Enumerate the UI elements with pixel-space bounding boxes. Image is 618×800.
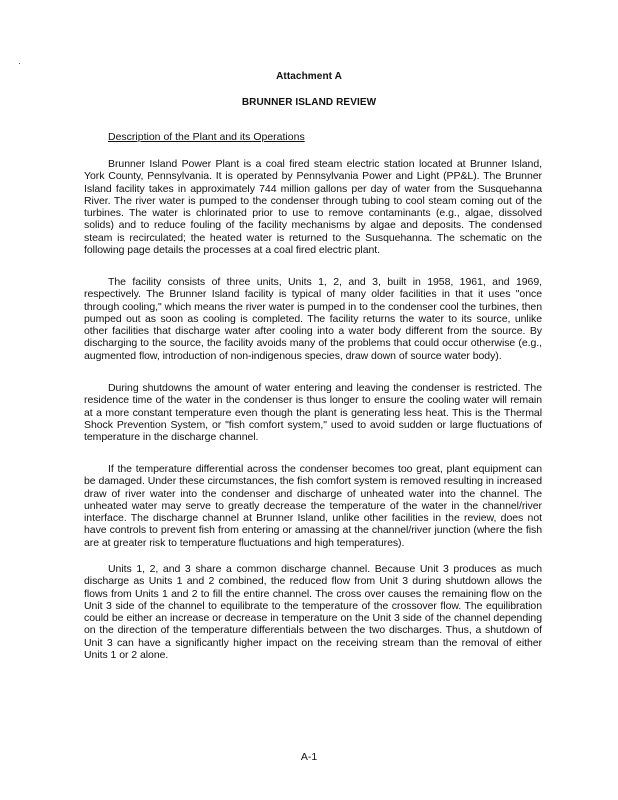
paragraph-plant-overview: Brunner Island Power Plant is a coal fired steam electric station located at Brunner Island, York County, Pennsylvania. It is operated by Pennsylvania Power and Light (PP&L). The Brunner Island facility takes in approximately 744 million gallons per day of water from the Susquehanna River. The river water is pumped to the condenser through tubing to cool steam coming out of the turbines. The water is chlorinated prior to use to remove contaminants (e.g., algae, dissolved solids) and to reduce fouling of the facility mechanisms by algae and deposits. The condensed steam is recirculated; the heated water is returned to the Susquehanna. The schematic on the following page details the processes at a coal fired electric plant. xyxy=(84,158,542,257)
paragraph-shutdowns: During shutdowns the amount of water entering and leaving the condenser is restricted. The residence time of the water in the condenser is thus longer to ensure the cooling water will remain at a more constant temperature even though the plant is generating less heat. This is the Thermal Shock Prevention System, or "fish comfort system," used to avoid sudden or large fluctuations of temperature in the discharge channel. xyxy=(84,382,542,444)
paragraph-facility-units: The facility consists of three units, Units 1, 2, and 3, built in 1958, 1961, and 1969, respectively. The Brunner Island facility is typical of many older facilities in that it uses "once through cooling," which means the river water is pumped in to the condenser cool the turbines, then pumped out as soon as cooling is completed. The facility returns the water to its source, unlike other facilities that discharge water after cooling into a water body different from the source. By discharging to the source, the facility avoids many of the problems that could occur otherwise (e.g., augmented flow, introduction of non-indigenous species, draw down of source water body). xyxy=(84,276,542,362)
attachment-title: Attachment A xyxy=(276,71,342,82)
page-number: A-1 xyxy=(300,751,318,763)
paragraph-temperature-differential: If the temperature differential across the condenser becomes too great, plant equipment can be damaged. Under these circumstances, the fish comfort system is removed resulting in increased draw of river water into the condenser and discharge of unheated water into the channel. The unheated water may serve to greatly decrease the temperature of the water in the channel/river interface. The discharge channel at Brunner Island, unlike other facilities in the review, does not have controls to prevent fish from entering or amassing at the channel/river junction (where the fish are at greater risk to temperature fluctuations and high temperatures). xyxy=(84,463,542,549)
review-title: BRUNNER ISLAND REVIEW xyxy=(241,97,377,108)
section-heading: Description of the Plant and its Operations xyxy=(108,131,305,143)
paragraph-discharge-channel: Units 1, 2, and 3 share a common discharge channel. Because Unit 3 produces as much discharge as Units 1 and 2 combined, the reduced flow from Unit 3 during shutdown allows the flows from Units 1 and 2 to fill the entire channel. The cross over causes the remaining flow on the Unit 3 side of the channel to equilibrate to the temperature of the crossover flow. The equilibration could be either an increase or decrease in temperature on the Unit 3 side of the channel depending on the direction of the temperature differentials between the two discharges. Thus, a shutdown of Unit 3 can have a significantly higher impact on the receiving stream than the removal of either Units 1 or 2 alone. xyxy=(84,563,542,662)
scan-speck xyxy=(19,63,20,64)
